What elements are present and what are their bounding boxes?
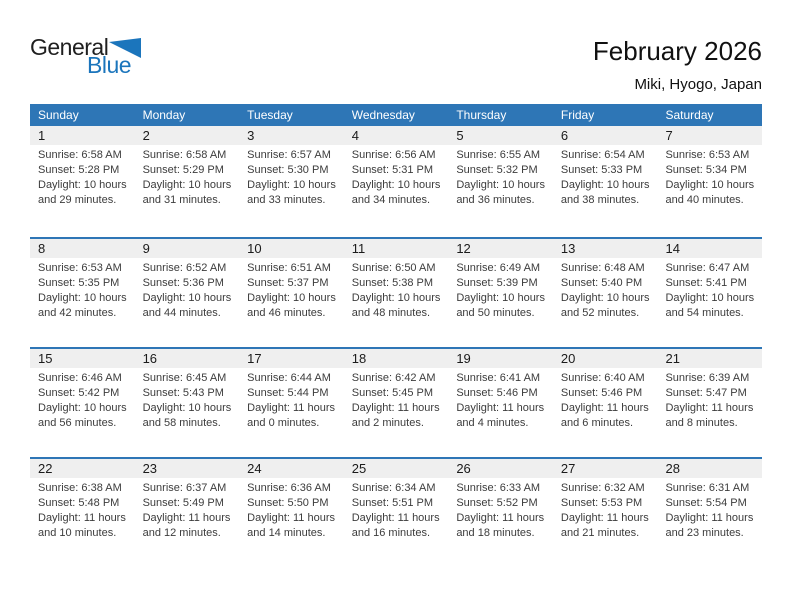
sunrise-text: Sunrise: 6:48 AM: [560, 262, 645, 274]
day-number: 9: [135, 239, 240, 258]
sunrise-text: Sunrise: 6:45 AM: [142, 372, 227, 384]
day-number: 16: [135, 349, 240, 368]
daylight-text: and 56 minutes.: [38, 417, 117, 429]
day-info: [553, 368, 658, 431]
daylight-text: and 46 minutes.: [247, 307, 326, 319]
page-title: February 2026: [592, 36, 762, 66]
day-info: [657, 478, 762, 541]
daylight-text: and 8 minutes.: [665, 417, 738, 429]
sunrise-text: Sunrise: 6:41 AM: [456, 372, 541, 384]
daylight-text: and 34 minutes.: [351, 194, 431, 206]
daylight-text: and 38 minutes.: [560, 194, 640, 206]
sunrise-text: Sunrise: 6:51 AM: [247, 262, 331, 274]
daylight-text: and 54 minutes.: [665, 307, 744, 319]
sunset-text: Sunset: 5:48 PM: [38, 497, 120, 509]
daylight-text: and 31 minutes.: [142, 194, 221, 206]
sunrise-text: Sunrise: 6:31 AM: [665, 482, 750, 494]
day-number: 4: [344, 126, 449, 145]
day-cell: [448, 459, 553, 567]
week-row: [30, 347, 762, 457]
sunrise-text: Sunrise: 6:40 AM: [560, 372, 645, 384]
page-subtitle: Miki, Hyogo, Japan: [634, 76, 762, 93]
day-number: 7: [657, 126, 762, 145]
day-info: [239, 258, 344, 321]
daylight-text: Daylight: 11 hours: [456, 402, 545, 414]
daylight-text: and 29 minutes.: [38, 194, 117, 206]
day-info: [239, 478, 344, 541]
sunrise-text: Sunrise: 6:39 AM: [665, 372, 750, 384]
daylight-text: and 23 minutes.: [665, 527, 744, 539]
day-cell: [239, 459, 344, 567]
sunset-text: Sunset: 5:44 PM: [247, 387, 329, 399]
sunset-text: Sunset: 5:50 PM: [247, 497, 329, 509]
day-number: 18: [344, 349, 449, 368]
daylight-text: Daylight: 10 hours: [456, 292, 545, 304]
sunset-text: Sunset: 5:52 PM: [456, 497, 538, 509]
daylight-text: Daylight: 11 hours: [456, 512, 545, 524]
sunrise-text: Sunrise: 6:37 AM: [142, 482, 227, 494]
day-number: 15: [30, 349, 135, 368]
day-info: [553, 478, 658, 541]
day-number: 3: [239, 126, 344, 145]
sunrise-text: Sunrise: 6:34 AM: [351, 482, 436, 494]
sunset-text: Sunset: 5:33 PM: [560, 164, 643, 176]
day-cell: [553, 126, 658, 237]
day-cell: [344, 239, 449, 347]
daylight-text: and 6 minutes.: [560, 417, 634, 429]
day-info: [553, 145, 658, 208]
day-cell: [448, 239, 553, 347]
day-cell: [30, 459, 135, 567]
daylight-text: Daylight: 11 hours: [247, 402, 336, 414]
day-cell: [344, 459, 449, 567]
day-info: [344, 145, 449, 208]
day-cell: [553, 459, 658, 567]
week-row: [30, 457, 762, 567]
weekday-header-cell: Thursday: [456, 108, 507, 122]
title-block: [593, 36, 762, 93]
sunrise-text: Sunrise: 6:42 AM: [351, 372, 436, 384]
day-cell: [344, 126, 449, 237]
sunrise-text: Sunrise: 6:57 AM: [247, 149, 331, 161]
day-info: [135, 145, 240, 208]
daylight-text: Daylight: 11 hours: [560, 402, 649, 414]
sunrise-text: Sunrise: 6:56 AM: [351, 149, 436, 161]
day-number: 23: [135, 459, 240, 478]
day-cell: [657, 349, 762, 457]
daylight-text: and 36 minutes.: [456, 194, 535, 206]
day-cell: [657, 239, 762, 347]
sunset-text: Sunset: 5:30 PM: [247, 164, 329, 176]
daylight-text: and 16 minutes.: [351, 527, 431, 539]
daylight-text: Daylight: 11 hours: [351, 512, 440, 524]
daylight-text: Daylight: 10 hours: [247, 292, 336, 304]
sunrise-text: Sunrise: 6:58 AM: [142, 149, 227, 161]
daylight-text: and 12 minutes.: [142, 527, 221, 539]
day-info: [30, 368, 135, 431]
daylight-text: and 4 minutes.: [456, 417, 529, 429]
sunrise-text: Sunrise: 6:55 AM: [456, 149, 541, 161]
weekday-header-cell: Monday: [142, 108, 186, 122]
sunrise-text: Sunrise: 6:46 AM: [38, 372, 122, 384]
daylight-text: Daylight: 11 hours: [665, 402, 754, 414]
day-info: [135, 258, 240, 321]
sunrise-text: Sunrise: 6:47 AM: [665, 262, 750, 274]
sunset-text: Sunset: 5:54 PM: [665, 497, 747, 509]
calendar: [30, 104, 762, 567]
sunset-text: Sunset: 5:37 PM: [247, 277, 329, 289]
sunrise-text: Sunrise: 6:38 AM: [38, 482, 122, 494]
sunset-text: Sunset: 5:45 PM: [351, 387, 434, 399]
day-number: 10: [239, 239, 344, 258]
daylight-text: Daylight: 10 hours: [38, 292, 127, 304]
weekday-header-cell: Saturday: [665, 108, 714, 122]
daylight-text: Daylight: 10 hours: [560, 292, 650, 304]
daylight-text: and 58 minutes.: [142, 417, 221, 429]
day-info: [448, 368, 553, 431]
sunset-text: Sunset: 5:42 PM: [38, 387, 120, 399]
day-cell: [657, 459, 762, 567]
sunrise-text: Sunrise: 6:50 AM: [351, 262, 436, 274]
daylight-text: Daylight: 11 hours: [665, 512, 754, 524]
daylight-text: and 50 minutes.: [456, 307, 535, 319]
sunrise-text: Sunrise: 6:52 AM: [142, 262, 227, 274]
day-number: 6: [553, 126, 658, 145]
daylight-text: Daylight: 10 hours: [351, 292, 441, 304]
weekday-header-row: [30, 104, 762, 126]
day-cell: [657, 126, 762, 237]
daylight-text: and 18 minutes.: [456, 527, 535, 539]
sunset-text: Sunset: 5:49 PM: [142, 497, 224, 509]
day-number: 1: [30, 126, 135, 145]
daylight-text: Daylight: 11 hours: [560, 512, 649, 524]
weekday-header-cell: Wednesday: [351, 108, 415, 122]
daylight-text: and 2 minutes.: [351, 417, 424, 429]
day-number: 5: [448, 126, 553, 145]
day-cell: [239, 239, 344, 347]
daylight-text: Daylight: 10 hours: [142, 292, 232, 304]
sunset-text: Sunset: 5:53 PM: [560, 497, 643, 509]
daylight-text: Daylight: 11 hours: [38, 512, 126, 524]
day-info: [344, 368, 449, 431]
sunset-text: Sunset: 5:40 PM: [560, 277, 643, 289]
daylight-text: and 14 minutes.: [247, 527, 326, 539]
logo-text-blue: Blue: [87, 52, 132, 78]
day-cell: [30, 239, 135, 347]
sunset-text: Sunset: 5:32 PM: [456, 164, 538, 176]
day-number: 19: [448, 349, 553, 368]
day-number: 17: [239, 349, 344, 368]
sunset-text: Sunset: 5:31 PM: [351, 164, 434, 176]
sunrise-text: Sunrise: 6:32 AM: [560, 482, 645, 494]
daylight-text: Daylight: 10 hours: [142, 402, 232, 414]
daylight-text: and 52 minutes.: [560, 307, 640, 319]
brand-logo: [30, 36, 141, 77]
day-info: [448, 258, 553, 321]
day-number: 26: [448, 459, 553, 478]
calendar-grid: [30, 126, 762, 567]
day-info: [30, 258, 135, 321]
sunset-text: Sunset: 5:29 PM: [142, 164, 224, 176]
day-cell: [30, 349, 135, 457]
daylight-text: and 42 minutes.: [38, 307, 117, 319]
day-number: 24: [239, 459, 344, 478]
day-info: [30, 145, 135, 208]
daylight-text: Daylight: 10 hours: [560, 179, 650, 191]
daylight-text: and 44 minutes.: [142, 307, 221, 319]
sunset-text: Sunset: 5:46 PM: [560, 387, 643, 399]
daylight-text: Daylight: 10 hours: [665, 179, 755, 191]
daylight-text: Daylight: 10 hours: [351, 179, 441, 191]
day-info: [553, 258, 658, 321]
sunset-text: Sunset: 5:47 PM: [665, 387, 747, 399]
day-number: 11: [344, 239, 449, 258]
day-info: [135, 368, 240, 431]
daylight-text: Daylight: 10 hours: [142, 179, 232, 191]
day-cell: [239, 349, 344, 457]
logo-text-general: General: [30, 34, 109, 60]
daylight-text: Daylight: 10 hours: [38, 179, 127, 191]
day-number: 28: [657, 459, 762, 478]
day-info: [448, 145, 553, 208]
day-info: [239, 145, 344, 208]
day-info: [657, 368, 762, 431]
sunrise-text: Sunrise: 6:53 AM: [38, 262, 122, 274]
day-cell: [448, 349, 553, 457]
day-cell: [135, 126, 240, 237]
daylight-text: and 48 minutes.: [351, 307, 431, 319]
daylight-text: Daylight: 10 hours: [456, 179, 545, 191]
day-number: 2: [135, 126, 240, 145]
daylight-text: and 40 minutes.: [665, 194, 744, 206]
sunrise-text: Sunrise: 6:49 AM: [456, 262, 541, 274]
sunrise-text: Sunrise: 6:54 AM: [560, 149, 645, 161]
day-cell: [135, 349, 240, 457]
sunrise-text: Sunrise: 6:44 AM: [247, 372, 331, 384]
day-info: [239, 368, 344, 431]
day-cell: [239, 126, 344, 237]
weekday-header-cell: Sunday: [38, 108, 79, 122]
day-number: 25: [344, 459, 449, 478]
weekday-header-cell: Friday: [560, 108, 595, 122]
daylight-text: and 0 minutes.: [247, 417, 320, 429]
day-cell: [553, 239, 658, 347]
daylight-text: Daylight: 10 hours: [38, 402, 127, 414]
sunset-text: Sunset: 5:46 PM: [456, 387, 538, 399]
day-number: 21: [657, 349, 762, 368]
week-row: [30, 237, 762, 347]
sunset-text: Sunset: 5:35 PM: [38, 277, 120, 289]
daylight-text: Daylight: 11 hours: [351, 402, 440, 414]
day-info: [448, 478, 553, 541]
day-cell: [30, 126, 135, 237]
daylight-text: and 21 minutes.: [560, 527, 640, 539]
weekday-header-cell: Tuesday: [247, 108, 293, 122]
day-info: [135, 478, 240, 541]
day-cell: [344, 349, 449, 457]
sunset-text: Sunset: 5:51 PM: [351, 497, 434, 509]
sunrise-text: Sunrise: 6:53 AM: [665, 149, 750, 161]
day-info: [344, 258, 449, 321]
sunset-text: Sunset: 5:28 PM: [38, 164, 120, 176]
day-cell: [448, 126, 553, 237]
day-info: [657, 258, 762, 321]
sunrise-text: Sunrise: 6:36 AM: [247, 482, 331, 494]
week-row: [30, 126, 762, 237]
sunset-text: Sunset: 5:38 PM: [351, 277, 434, 289]
daylight-text: Daylight: 10 hours: [247, 179, 336, 191]
daylight-text: Daylight: 10 hours: [665, 292, 755, 304]
day-number: 8: [30, 239, 135, 258]
day-cell: [553, 349, 658, 457]
day-number: 13: [553, 239, 658, 258]
daylight-text: Daylight: 11 hours: [142, 512, 231, 524]
day-number: 27: [553, 459, 658, 478]
sunrise-text: Sunrise: 6:33 AM: [456, 482, 541, 494]
sunset-text: Sunset: 5:36 PM: [142, 277, 224, 289]
daylight-text: Daylight: 11 hours: [247, 512, 336, 524]
day-number: 14: [657, 239, 762, 258]
day-cell: [135, 459, 240, 567]
day-number: 12: [448, 239, 553, 258]
day-number: 22: [30, 459, 135, 478]
daylight-text: and 33 minutes.: [247, 194, 326, 206]
sunrise-text: Sunrise: 6:58 AM: [38, 149, 122, 161]
day-info: [657, 145, 762, 208]
day-info: [30, 478, 135, 541]
sunset-text: Sunset: 5:43 PM: [142, 387, 224, 399]
day-number: 20: [553, 349, 658, 368]
daylight-text: and 10 minutes.: [38, 527, 117, 539]
day-info: [344, 478, 449, 541]
sunset-text: Sunset: 5:34 PM: [665, 164, 747, 176]
sunset-text: Sunset: 5:41 PM: [665, 277, 747, 289]
day-cell: [135, 239, 240, 347]
sunset-text: Sunset: 5:39 PM: [456, 277, 538, 289]
